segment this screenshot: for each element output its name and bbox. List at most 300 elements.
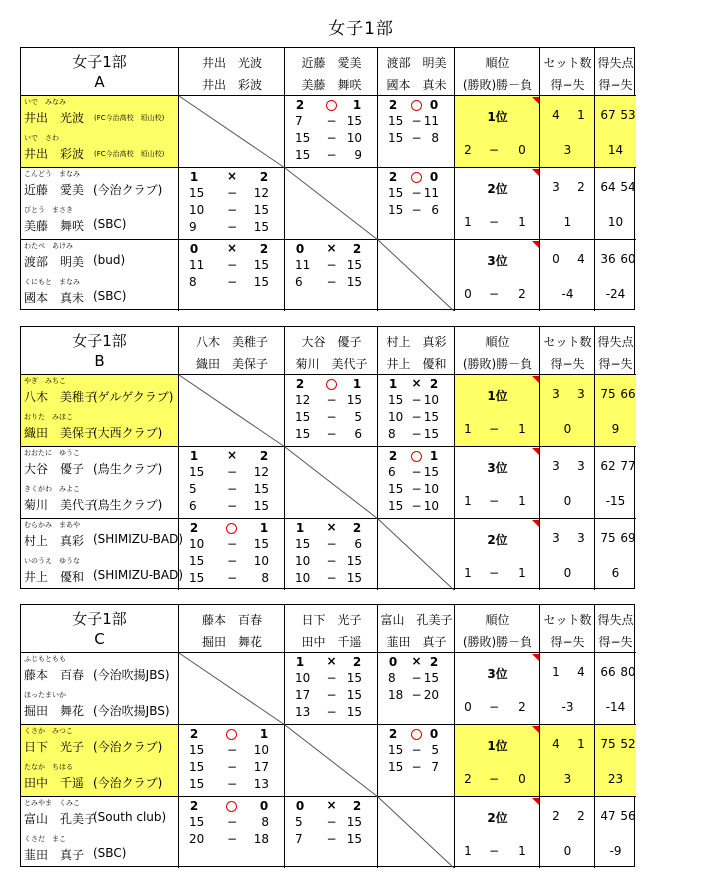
game-score-own: 15 bbox=[189, 554, 205, 568]
game-score-dash: − bbox=[411, 203, 422, 217]
match-sets-won: 2 bbox=[189, 521, 199, 535]
match-sets-lost: 2 bbox=[259, 170, 269, 184]
game-score-own: 15 bbox=[189, 815, 205, 829]
header-sets: セット数 bbox=[543, 613, 592, 627]
group-letter: C bbox=[94, 630, 105, 648]
game-score-own: 8 bbox=[388, 671, 396, 685]
team-losses: 1 bbox=[518, 566, 526, 580]
column-player-name: 村上 真彩 bbox=[386, 335, 447, 349]
game-score-dash: − bbox=[226, 777, 238, 791]
game-score-opp: 15 bbox=[253, 258, 269, 272]
player-ruby: むらかみ まあや bbox=[24, 521, 80, 529]
sets-won: 0 bbox=[552, 252, 560, 266]
column-player-name: 美藤 舞咲 bbox=[301, 78, 362, 92]
match-sets-lost: 2 bbox=[352, 521, 362, 535]
game-score-own: 15 bbox=[189, 186, 205, 200]
game-score-opp: 10 bbox=[346, 131, 362, 145]
sets-won: 3 bbox=[552, 387, 560, 401]
game-score-dash: − bbox=[411, 482, 422, 496]
game-score-opp: 9 bbox=[354, 148, 362, 162]
match-sets-won: 2 bbox=[388, 449, 398, 463]
game-score-dash: − bbox=[411, 186, 422, 200]
loss-cross-icon: × bbox=[326, 241, 337, 255]
team-rank: 3位 bbox=[487, 667, 508, 681]
game-score-opp: 18 bbox=[253, 832, 269, 846]
player-ruby: いで さわ bbox=[24, 134, 59, 142]
points-diff: 14 bbox=[607, 143, 624, 157]
game-score-dash: − bbox=[326, 688, 337, 702]
group-table-a bbox=[20, 47, 635, 310]
player-affiliation: (SHIMIZU-BAD) bbox=[93, 568, 184, 582]
game-score-opp: 10 bbox=[423, 393, 439, 407]
game-score-opp: 15 bbox=[346, 671, 362, 685]
game-score-own: 15 bbox=[189, 760, 205, 774]
player-affiliation: (今治クラブ) bbox=[93, 740, 163, 754]
win-circle-icon bbox=[411, 729, 422, 740]
self-match-diagonal bbox=[378, 240, 455, 311]
sets-won: 4 bbox=[552, 737, 560, 751]
game-score-own: 10 bbox=[189, 203, 205, 217]
points-lost: 80 bbox=[620, 665, 636, 679]
match-sets-lost: 2 bbox=[259, 449, 269, 463]
points-lost: 66 bbox=[620, 387, 636, 401]
loss-cross-icon: × bbox=[226, 241, 238, 255]
game-score-opp: 15 bbox=[253, 482, 269, 496]
game-score-dash: − bbox=[226, 499, 238, 513]
group-table-b bbox=[20, 326, 635, 589]
player-affiliation: (South club) bbox=[93, 810, 167, 824]
player-name: 八木 美稚子 bbox=[24, 390, 97, 404]
player-ruby: ふじもともも bbox=[24, 655, 66, 663]
game-score-dash: − bbox=[226, 186, 238, 200]
game-score-own: 11 bbox=[295, 258, 311, 272]
player-name: 村上 真彩 bbox=[24, 534, 85, 548]
game-score-dash: − bbox=[326, 671, 337, 685]
game-score-dash: − bbox=[326, 114, 337, 128]
corner-marker-icon bbox=[532, 97, 539, 104]
sets-lost: 1 bbox=[577, 108, 585, 122]
game-score-own: 12 bbox=[295, 393, 311, 407]
game-score-dash: − bbox=[226, 554, 238, 568]
sets-lost: 1 bbox=[577, 737, 585, 751]
player-ruby: たなか ちはる bbox=[24, 763, 73, 771]
win-circle-icon bbox=[326, 379, 337, 390]
self-match-diagonal bbox=[179, 375, 285, 447]
column-player-name: 井出 彩波 bbox=[201, 78, 262, 92]
column-player-name: 藤本 百春 bbox=[201, 613, 262, 627]
player-affiliation: (FC今治高校 垣山校) bbox=[94, 150, 165, 158]
team-rank: 1位 bbox=[487, 739, 508, 753]
game-score-dash: − bbox=[226, 220, 238, 234]
game-score-own: 11 bbox=[189, 258, 205, 272]
game-score-opp: 15 bbox=[253, 275, 269, 289]
game-score-opp: 15 bbox=[423, 465, 439, 479]
game-score-opp: 13 bbox=[253, 777, 269, 791]
player-name: 藤本 百春 bbox=[24, 668, 85, 682]
column-player-name: 渡部 明美 bbox=[386, 56, 447, 70]
points-diff: 23 bbox=[607, 772, 624, 786]
game-score-dash: − bbox=[326, 832, 337, 846]
player-affiliation: (大西クラブ) bbox=[93, 426, 163, 440]
player-name: 掘田 舞花 bbox=[24, 704, 85, 718]
group-label: 女子1部 bbox=[72, 610, 127, 628]
corner-marker-icon bbox=[532, 376, 539, 383]
match-sets-won: 0 bbox=[388, 655, 398, 669]
team-wins: 1 bbox=[464, 494, 472, 508]
sets-won: 3 bbox=[552, 459, 560, 473]
header-sets_sub: 得−失 bbox=[550, 78, 585, 92]
game-score-own: 15 bbox=[189, 743, 205, 757]
team-wins: 1 bbox=[464, 844, 472, 858]
game-score-own: 20 bbox=[189, 832, 205, 846]
game-score-dash: − bbox=[411, 114, 422, 128]
points-lost: 60 bbox=[620, 252, 636, 266]
game-score-own: 5 bbox=[189, 482, 197, 496]
loss-cross-icon: × bbox=[411, 654, 422, 668]
team-wins: 1 bbox=[464, 422, 472, 436]
sets-lost: 3 bbox=[577, 531, 585, 545]
game-score-own: 15 bbox=[295, 410, 311, 424]
sets-diff: 1 bbox=[563, 215, 572, 229]
win-circle-icon bbox=[411, 172, 422, 183]
corner-marker-icon bbox=[532, 654, 539, 661]
sets-lost: 2 bbox=[577, 180, 585, 194]
game-score-opp: 15 bbox=[423, 671, 439, 685]
sets-won: 2 bbox=[552, 809, 560, 823]
game-score-opp: 12 bbox=[253, 465, 269, 479]
self-match-diagonal bbox=[285, 447, 378, 519]
match-sets-lost: 0 bbox=[429, 98, 439, 112]
game-score-opp: 8 bbox=[431, 131, 439, 145]
match-sets-won: 1 bbox=[295, 521, 305, 535]
game-score-own: 8 bbox=[189, 275, 197, 289]
header-sets: セット数 bbox=[543, 335, 592, 349]
player-name: 日下 光子 bbox=[24, 740, 85, 754]
player-ruby: くにもと まなみ bbox=[24, 278, 80, 286]
game-score-dash: − bbox=[411, 760, 422, 774]
self-match-diagonal bbox=[285, 725, 378, 797]
game-score-dash: − bbox=[226, 815, 238, 829]
column-player-name: 井上 優和 bbox=[386, 357, 447, 371]
game-score-own: 10 bbox=[295, 554, 311, 568]
player-ruby: わたべ あけみ bbox=[24, 242, 73, 250]
player-affiliation: (SBC) bbox=[93, 846, 127, 860]
game-score-dash: − bbox=[226, 203, 238, 217]
game-score-dash: − bbox=[411, 465, 422, 479]
record-dash: − bbox=[488, 844, 500, 858]
game-score-dash: − bbox=[326, 815, 337, 829]
team-losses: 1 bbox=[518, 844, 526, 858]
points-won: 75 bbox=[600, 387, 616, 401]
record-dash: − bbox=[488, 287, 500, 301]
sets-lost: 2 bbox=[577, 809, 585, 823]
game-score-own: 5 bbox=[295, 815, 303, 829]
match-sets-won: 1 bbox=[295, 655, 305, 669]
player-name: 井出 光波 bbox=[24, 111, 85, 125]
points-won: 66 bbox=[600, 665, 616, 679]
game-score-dash: − bbox=[326, 131, 337, 145]
points-diff: -9 bbox=[609, 844, 622, 858]
self-match-diagonal bbox=[179, 96, 285, 168]
team-rank: 1位 bbox=[487, 389, 508, 403]
points-diff: 10 bbox=[607, 215, 624, 229]
player-ruby: くさだ まこ bbox=[24, 835, 66, 843]
game-score-opp: 6 bbox=[431, 203, 439, 217]
game-score-own: 9 bbox=[189, 220, 197, 234]
game-score-dash: − bbox=[411, 410, 422, 424]
player-ruby: やぎ みちこ bbox=[24, 377, 66, 385]
column-player-name: 掘田 舞花 bbox=[201, 635, 262, 649]
game-score-own: 15 bbox=[189, 571, 205, 585]
player-ruby: きくがわ みよこ bbox=[24, 485, 80, 493]
game-score-dash: − bbox=[326, 148, 337, 162]
column-player-name: 大谷 優子 bbox=[301, 335, 362, 349]
header-record: (勝敗)勝－負 bbox=[462, 635, 533, 649]
game-score-dash: − bbox=[326, 393, 337, 407]
header-points: 得失点 bbox=[597, 335, 634, 349]
game-score-own: 15 bbox=[388, 743, 404, 757]
header-points: 得失点 bbox=[597, 613, 634, 627]
player-affiliation: (今治吹揚JBS) bbox=[93, 704, 170, 718]
game-score-dash: − bbox=[411, 131, 422, 145]
team-losses: 2 bbox=[518, 287, 526, 301]
game-score-own: 18 bbox=[388, 688, 404, 702]
player-ruby: いで みなみ bbox=[24, 98, 66, 106]
sets-lost: 4 bbox=[577, 252, 585, 266]
team-losses: 1 bbox=[518, 215, 526, 229]
match-sets-won: 2 bbox=[189, 799, 199, 813]
game-score-own: 10 bbox=[189, 537, 205, 551]
loss-cross-icon: × bbox=[226, 448, 238, 462]
points-won: 64 bbox=[600, 180, 616, 194]
game-score-opp: 6 bbox=[354, 537, 362, 551]
game-score-opp: 15 bbox=[346, 554, 362, 568]
record-dash: − bbox=[488, 772, 500, 786]
sets-won: 3 bbox=[552, 531, 560, 545]
team-rank: 2位 bbox=[487, 533, 508, 547]
match-sets-won: 2 bbox=[388, 98, 398, 112]
header-points: 得失点 bbox=[597, 56, 634, 70]
column-player-name: 富山 孔美子 bbox=[380, 613, 453, 627]
game-score-own: 8 bbox=[388, 427, 396, 441]
game-score-own: 6 bbox=[295, 275, 303, 289]
header-sets_sub: 得−失 bbox=[550, 357, 585, 371]
team-rank: 1位 bbox=[487, 110, 508, 124]
match-sets-lost: 1 bbox=[429, 449, 439, 463]
header-points_sub: 得−失 bbox=[598, 635, 633, 649]
player-affiliation: (SBC) bbox=[93, 217, 127, 231]
match-sets-won: 2 bbox=[388, 727, 398, 741]
team-wins: 2 bbox=[464, 772, 472, 786]
points-won: 75 bbox=[600, 737, 616, 751]
player-affiliation: (今治吹揚JBS) bbox=[93, 668, 170, 682]
match-sets-lost: 0 bbox=[429, 170, 439, 184]
match-sets-won: 2 bbox=[295, 98, 305, 112]
points-diff: 9 bbox=[611, 422, 620, 436]
corner-marker-icon bbox=[532, 726, 539, 733]
game-score-dash: − bbox=[411, 671, 422, 685]
game-score-opp: 7 bbox=[431, 760, 439, 774]
column-player-name: 織田 美保子 bbox=[195, 357, 268, 371]
game-score-opp: 5 bbox=[431, 743, 439, 757]
points-lost: 77 bbox=[620, 459, 636, 473]
column-player-name: 八木 美稚子 bbox=[195, 335, 268, 349]
win-circle-icon bbox=[411, 100, 422, 111]
player-affiliation: (今治クラブ) bbox=[93, 776, 163, 790]
team-rank: 3位 bbox=[487, 254, 508, 268]
match-sets-won: 2 bbox=[388, 170, 398, 184]
game-score-dash: − bbox=[411, 688, 422, 702]
player-name: 井上 優和 bbox=[24, 570, 85, 584]
self-match-diagonal bbox=[378, 519, 455, 590]
game-score-opp: 15 bbox=[253, 203, 269, 217]
game-score-opp: 15 bbox=[346, 114, 362, 128]
self-match-diagonal bbox=[179, 653, 285, 725]
header-points_sub: 得−失 bbox=[598, 357, 633, 371]
game-score-own: 10 bbox=[295, 571, 311, 585]
header-record: (勝敗)勝－負 bbox=[462, 357, 533, 371]
game-score-opp: 15 bbox=[346, 832, 362, 846]
game-score-opp: 15 bbox=[253, 537, 269, 551]
header-rank: 順位 bbox=[485, 335, 510, 349]
player-affiliation: (ゲルゲクラブ) bbox=[93, 390, 174, 404]
loss-cross-icon: × bbox=[326, 654, 337, 668]
win-circle-icon bbox=[226, 801, 237, 812]
group-letter: B bbox=[94, 352, 105, 370]
player-name: 菊川 美代子 bbox=[24, 498, 97, 512]
team-losses: 2 bbox=[518, 700, 526, 714]
player-name: 富山 孔美子 bbox=[24, 812, 97, 826]
player-affiliation: (SHIMIZU-BAD) bbox=[93, 532, 184, 546]
points-won: 67 bbox=[600, 108, 616, 122]
game-score-own: 15 bbox=[295, 427, 311, 441]
team-wins: 2 bbox=[464, 143, 472, 157]
match-sets-won: 2 bbox=[295, 377, 305, 391]
game-score-dash: − bbox=[226, 275, 238, 289]
game-score-opp: 10 bbox=[423, 482, 439, 496]
game-score-own: 15 bbox=[189, 465, 205, 479]
game-score-own: 15 bbox=[295, 131, 311, 145]
match-sets-won: 0 bbox=[295, 799, 305, 813]
match-sets-lost: 1 bbox=[352, 98, 362, 112]
player-affiliation: (鳥生クラブ) bbox=[93, 498, 163, 512]
game-score-opp: 8 bbox=[261, 571, 269, 585]
player-affiliation: (bud) bbox=[93, 253, 126, 267]
column-player-name: 日下 光子 bbox=[301, 613, 362, 627]
game-score-opp: 15 bbox=[346, 393, 362, 407]
player-name: 田中 千遥 bbox=[24, 776, 85, 790]
team-wins: 1 bbox=[464, 566, 472, 580]
record-dash: − bbox=[488, 215, 500, 229]
player-ruby: おおたに ゆうこ bbox=[24, 449, 80, 457]
game-score-opp: 15 bbox=[346, 258, 362, 272]
game-score-own: 15 bbox=[388, 114, 404, 128]
match-sets-lost: 0 bbox=[429, 727, 439, 741]
corner-marker-icon bbox=[532, 448, 539, 455]
game-score-own: 15 bbox=[295, 537, 311, 551]
win-circle-icon bbox=[226, 523, 237, 534]
game-score-dash: − bbox=[326, 705, 337, 719]
game-score-own: 15 bbox=[388, 482, 404, 496]
points-won: 47 bbox=[600, 809, 616, 823]
game-score-own: 15 bbox=[189, 777, 205, 791]
sets-diff: 0 bbox=[563, 566, 572, 580]
points-diff: 6 bbox=[611, 566, 620, 580]
column-player-name: 田中 千遥 bbox=[301, 635, 362, 649]
game-score-opp: 10 bbox=[253, 743, 269, 757]
self-match-diagonal bbox=[378, 797, 455, 868]
game-score-opp: 11 bbox=[423, 114, 439, 128]
team-rank: 2位 bbox=[487, 182, 508, 196]
player-ruby: こんどう まなみ bbox=[24, 170, 80, 178]
sets-lost: 3 bbox=[577, 459, 585, 473]
points-won: 36 bbox=[600, 252, 616, 266]
game-score-own: 15 bbox=[388, 760, 404, 774]
corner-marker-icon bbox=[532, 798, 539, 805]
sets-diff: 3 bbox=[563, 143, 572, 157]
header-rank: 順位 bbox=[485, 56, 510, 70]
loss-cross-icon: × bbox=[326, 798, 337, 812]
game-score-own: 13 bbox=[295, 705, 311, 719]
self-match-diagonal bbox=[285, 168, 378, 240]
column-player-name: 國本 真未 bbox=[386, 78, 447, 92]
player-name: 美藤 舞咲 bbox=[24, 219, 85, 233]
player-affiliation: (SBC) bbox=[93, 289, 127, 303]
player-affiliation: (今治クラブ) bbox=[93, 183, 163, 197]
win-circle-icon bbox=[411, 451, 422, 462]
page-title: 女子1部 bbox=[328, 19, 394, 39]
game-score-own: 10 bbox=[388, 410, 404, 424]
game-score-opp: 15 bbox=[346, 688, 362, 702]
game-score-opp: 15 bbox=[346, 571, 362, 585]
player-name: 韮田 真子 bbox=[24, 848, 85, 862]
corner-marker-icon bbox=[532, 520, 539, 527]
game-score-opp: 10 bbox=[253, 554, 269, 568]
game-score-opp: 20 bbox=[423, 688, 439, 702]
sets-lost: 4 bbox=[577, 665, 585, 679]
column-player-name: 近藤 愛美 bbox=[301, 56, 362, 70]
match-sets-won: 0 bbox=[295, 242, 305, 256]
game-score-dash: − bbox=[326, 554, 337, 568]
points-won: 62 bbox=[600, 459, 616, 473]
header-rank: 順位 bbox=[485, 613, 510, 627]
record-dash: − bbox=[488, 422, 500, 436]
game-score-dash: − bbox=[326, 427, 337, 441]
match-sets-lost: 1 bbox=[352, 377, 362, 391]
game-score-dash: − bbox=[226, 465, 238, 479]
player-name: 織田 美保子 bbox=[24, 426, 97, 440]
team-wins: 0 bbox=[464, 287, 472, 301]
game-score-opp: 5 bbox=[354, 410, 362, 424]
sets-diff: 0 bbox=[563, 844, 572, 858]
game-score-opp: 12 bbox=[253, 186, 269, 200]
match-sets-lost: 2 bbox=[259, 242, 269, 256]
game-score-opp: 17 bbox=[253, 760, 269, 774]
column-player-name: 井出 光波 bbox=[201, 56, 262, 70]
game-score-own: 17 bbox=[295, 688, 311, 702]
record-dash: − bbox=[488, 494, 500, 508]
game-score-dash: − bbox=[411, 499, 422, 513]
game-score-dash: − bbox=[226, 482, 238, 496]
game-score-opp: 15 bbox=[423, 427, 439, 441]
player-name: 渡部 明美 bbox=[24, 255, 85, 269]
group-label: 女子1部 bbox=[72, 332, 127, 350]
game-score-dash: − bbox=[326, 275, 337, 289]
match-sets-won: 1 bbox=[189, 449, 199, 463]
team-losses: 1 bbox=[518, 494, 526, 508]
game-score-own: 6 bbox=[189, 499, 197, 513]
group-label: 女子1部 bbox=[72, 53, 127, 71]
